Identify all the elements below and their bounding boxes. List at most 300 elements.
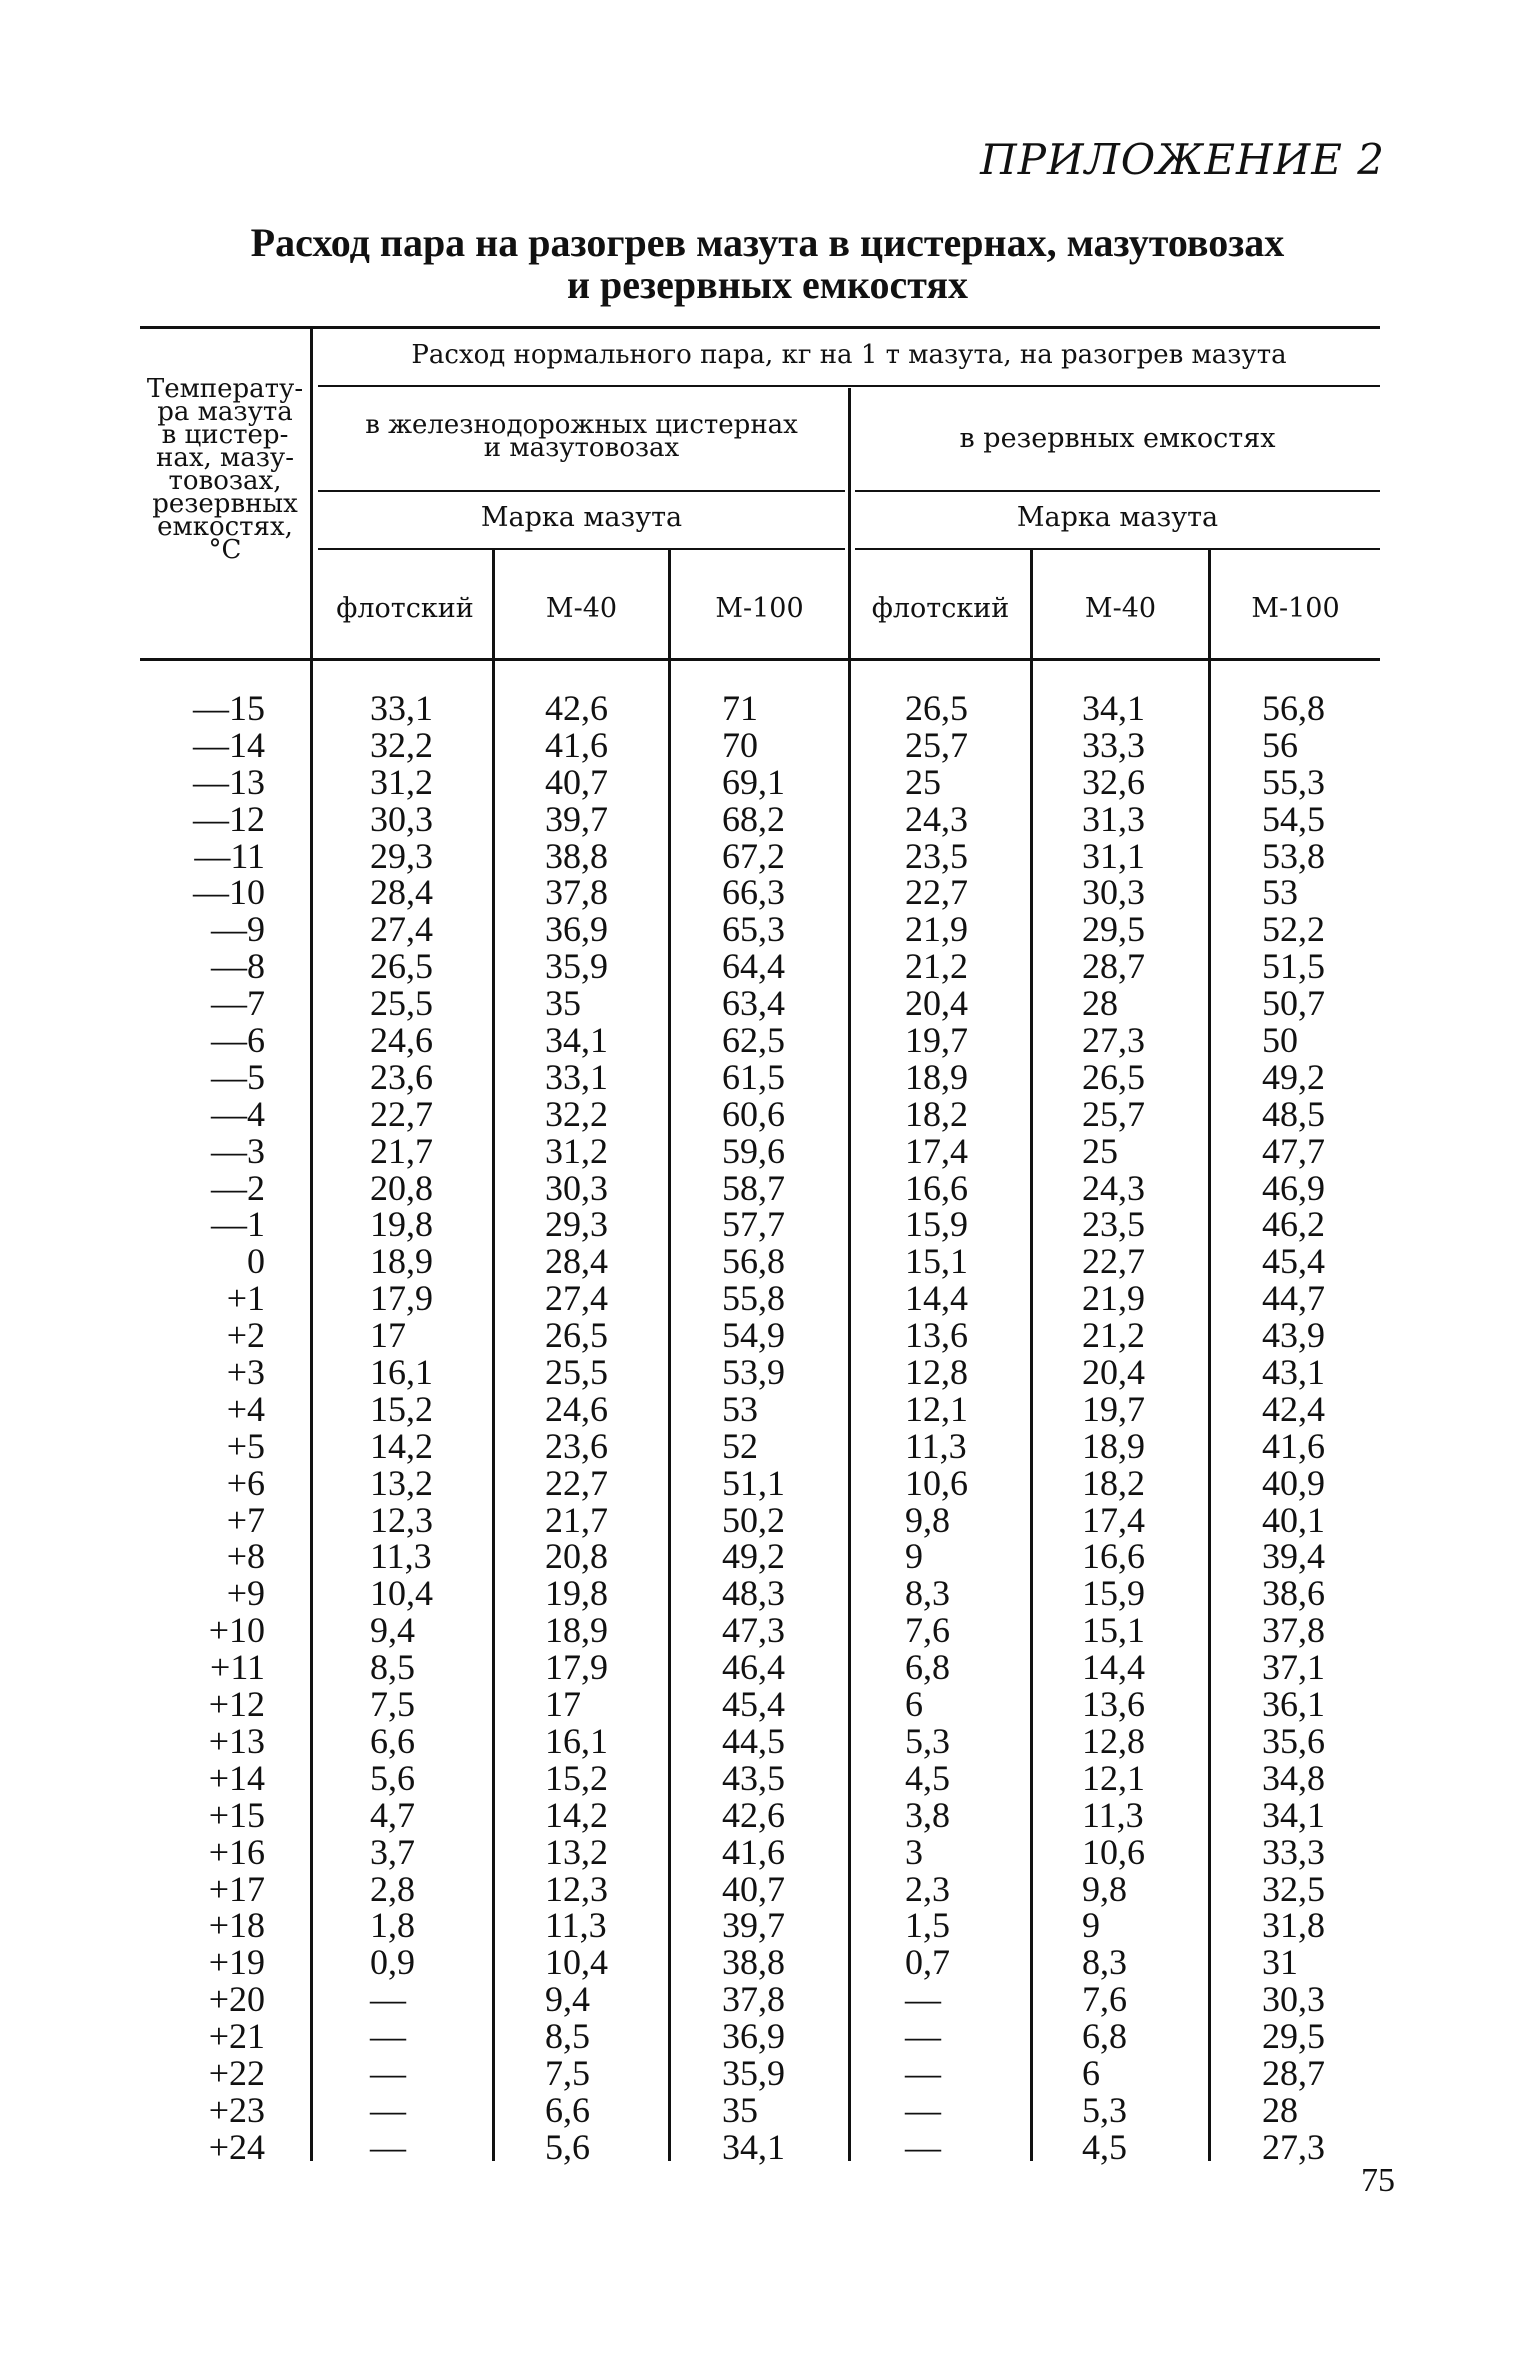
table-cell: 36,9 — [722, 2016, 785, 2057]
table-cell: +6 — [226, 1462, 265, 1503]
table-cell: —7 — [211, 983, 265, 1024]
table-cell: 56,8 — [1262, 688, 1325, 728]
reserve-grade-m100: М-100 — [1251, 593, 1340, 624]
table-cell: 53,9 — [722, 1352, 785, 1393]
table-cell: 10,6 — [905, 1462, 968, 1503]
table-cell: 3 — [905, 1831, 923, 1872]
table-cell: 0,7 — [905, 1942, 950, 1983]
table-cell: 15,2 — [370, 1388, 433, 1429]
table-cell: +12 — [208, 1684, 265, 1725]
table-cell: +17 — [208, 1868, 265, 1909]
table-cell: 29,5 — [1262, 2016, 1325, 2057]
table-cell: 13,6 — [905, 1315, 968, 1356]
page-number: 75 — [1361, 2162, 1395, 2199]
table-cell: 29,3 — [545, 1204, 608, 1245]
table-cell: +19 — [208, 1942, 265, 1983]
table-cell: 19,7 — [1082, 1388, 1145, 1429]
table-cell: 26,5 — [370, 946, 433, 987]
table-cell: — — [905, 2126, 941, 2167]
table-cell: 3,8 — [905, 1794, 950, 1835]
table-cell: 41,6 — [545, 724, 608, 765]
table-cell: 13,6 — [1082, 1684, 1145, 1725]
temperature-header-line: ра мазута — [157, 397, 293, 427]
table-cell: — — [905, 2089, 941, 2130]
table-cell: 14,4 — [1082, 1647, 1145, 1688]
table-cell: 35 — [722, 2089, 758, 2130]
table-cell: 48,3 — [722, 1573, 785, 1614]
table-cell: 35,9 — [545, 946, 608, 987]
table-cell: 6 — [905, 1684, 923, 1725]
reserve-flotsky-column — [905, 690, 968, 2166]
reserve-grade-m40: М-40 — [1084, 593, 1157, 624]
table-cell: 7,6 — [905, 1610, 950, 1651]
table-cell: 52 — [722, 1425, 758, 1466]
table-cell: 9,8 — [905, 1499, 950, 1540]
table-cell: 24,3 — [1082, 1167, 1145, 1208]
table-cell: 37,1 — [1262, 1647, 1325, 1688]
temperature-header-line: °С — [208, 535, 242, 565]
table-cell: 38,8 — [722, 1942, 785, 1983]
table-cell: 23,5 — [905, 835, 968, 876]
rail-grade-m100: М-100 — [715, 593, 804, 624]
table-cell: 33,1 — [370, 688, 433, 728]
table-cell: — — [370, 2089, 406, 2130]
table-cell: 58,7 — [722, 1167, 785, 1208]
table-cell: 12,3 — [370, 1499, 433, 1540]
table-cell: 13,2 — [545, 1831, 608, 1872]
steam-consumption-header: Расход нормального пара, кг на 1 т мазута, на разогрев мазута — [411, 340, 1287, 370]
table-cell: 6,8 — [1082, 2016, 1127, 2057]
table-cell: 27,4 — [370, 909, 433, 950]
grade-label-rail: Марка мазута — [480, 502, 683, 533]
rail-m40-column — [545, 690, 608, 2166]
table-cell: 23,6 — [545, 1425, 608, 1466]
table-cell: +15 — [208, 1794, 265, 1835]
table-cell: +1 — [226, 1278, 265, 1319]
rail-group-header — [318, 410, 845, 463]
table-cell: 32,5 — [1262, 1868, 1325, 1909]
table-cell: 24,6 — [370, 1020, 433, 1061]
table-cell: 34,1 — [1082, 688, 1145, 728]
table-cell: 19,7 — [905, 1020, 968, 1061]
table-cell: —15 — [193, 688, 265, 728]
table-cell: 30,3 — [545, 1167, 608, 1208]
table-cell: 5,3 — [1082, 2089, 1127, 2130]
table-cell: 66,3 — [722, 872, 785, 913]
table-cell: 56,8 — [722, 1241, 785, 1282]
table-cell: 71 — [722, 688, 758, 728]
table-cell: 16,1 — [545, 1720, 608, 1761]
table-cell: 48,5 — [1262, 1093, 1325, 1134]
table-cell: 16,6 — [905, 1167, 968, 1208]
table-cell: 50,2 — [722, 1499, 785, 1540]
table-cell: 31 — [1262, 1942, 1298, 1983]
rail-group-line: в железнодорожных цистернах — [365, 410, 798, 440]
table-cell: 40,9 — [1262, 1462, 1325, 1503]
temperature-header-line: Температу- — [146, 374, 304, 404]
table-cell: 51,5 — [1262, 946, 1325, 987]
table-cell: 7,6 — [1082, 1979, 1127, 2020]
table-cell: 31,1 — [1082, 835, 1145, 876]
table-cell: +22 — [208, 2052, 265, 2093]
table-cell: 1,5 — [905, 1905, 950, 1946]
table-cell: —2 — [211, 1167, 265, 1208]
table-cell: 32,2 — [370, 724, 433, 765]
table-cell: 50,7 — [1262, 983, 1325, 1024]
table-cell: 21,2 — [1082, 1315, 1145, 1356]
table-cell: 40,1 — [1262, 1499, 1325, 1540]
table-cell: 29,3 — [370, 835, 433, 876]
reserve-m40-column — [1082, 690, 1145, 2166]
table-cell: 8,3 — [905, 1573, 950, 1614]
table-cell: 54,5 — [1262, 798, 1325, 839]
table-cell: 43,5 — [722, 1757, 785, 1798]
table-cell: 31,2 — [545, 1130, 608, 1171]
reserve-group-header: в резервных емкостях — [959, 423, 1276, 454]
table-cell: 34,1 — [545, 1020, 608, 1061]
table-cell: 26,5 — [905, 688, 968, 728]
table-cell: 17,9 — [545, 1647, 608, 1688]
table-cell: 47,7 — [1262, 1130, 1325, 1171]
table-cell: 25,7 — [1082, 1093, 1145, 1134]
table-cell: 35,6 — [1262, 1720, 1325, 1761]
table-cell: 31,3 — [1082, 798, 1145, 839]
table-cell: 21,7 — [545, 1499, 608, 1540]
table-cell: 11,3 — [370, 1536, 432, 1577]
rail-m100-column — [722, 690, 785, 2166]
table-cell: 15,1 — [1082, 1610, 1145, 1651]
table-cell: 68,2 — [722, 798, 785, 839]
reserve-col-divider-1 — [1030, 550, 1033, 2161]
table-cell: 18,9 — [370, 1241, 433, 1282]
table-cell: 11,3 — [905, 1425, 967, 1466]
table-cell: 23,5 — [1082, 1204, 1145, 1245]
table-cell: 37,8 — [545, 872, 608, 913]
table-cell: 30,3 — [1262, 1979, 1325, 2020]
table-cell: 61,5 — [722, 1056, 785, 1097]
table-cell: 37,8 — [722, 1979, 785, 2020]
table-cell: 32,2 — [545, 1093, 608, 1134]
table-cell: 25 — [905, 761, 941, 802]
table-cell: 19,8 — [370, 1204, 433, 1245]
table-cell: 42,6 — [722, 1794, 785, 1835]
table-cell: 63,4 — [722, 983, 785, 1024]
table-cell: 17,4 — [1082, 1499, 1145, 1540]
table-cell: 32,6 — [1082, 761, 1145, 802]
table-cell: 6,8 — [905, 1647, 950, 1688]
table-title-line-2: и резервных емкостях — [566, 262, 969, 307]
rail-flotsky-column — [370, 690, 433, 2166]
table-cell: 8,5 — [370, 1647, 415, 1688]
table-cell: 13,2 — [370, 1462, 433, 1503]
table-cell: 41,6 — [1262, 1425, 1325, 1466]
table-cell: 40,7 — [722, 1868, 785, 1909]
table-cell: 28 — [1262, 2089, 1298, 2130]
rail-grade-flotsky: флотский — [336, 593, 474, 624]
table-cell: +8 — [226, 1536, 265, 1577]
table-cell: 17,4 — [905, 1130, 968, 1171]
table-cell: +7 — [226, 1499, 265, 1540]
table-cell: 17,9 — [370, 1278, 433, 1319]
reserve-col-divider-2 — [1208, 550, 1211, 2161]
temperature-header-line: резервных — [152, 489, 298, 519]
table-cell: 11,3 — [1082, 1794, 1144, 1835]
table-cell: 28,4 — [545, 1241, 608, 1282]
table-cell: 34,1 — [722, 2126, 785, 2167]
table-cell: 26,5 — [545, 1315, 608, 1356]
reserve-m100-column — [1262, 690, 1325, 2166]
table-cell: 49,2 — [1262, 1056, 1325, 1097]
header-bottom-rule — [140, 658, 1380, 661]
table-cell: —9 — [211, 909, 265, 950]
table-cell: 21,9 — [905, 909, 968, 950]
table-cell: 4,5 — [905, 1757, 950, 1798]
table-cell: 15,2 — [545, 1757, 608, 1798]
table-cell: 19,8 — [545, 1573, 608, 1614]
table-cell: 33,3 — [1262, 1831, 1325, 1872]
table-cell: 55,3 — [1262, 761, 1325, 802]
rail-col-divider-2 — [668, 550, 671, 2161]
table-cell: 28 — [1082, 983, 1118, 1024]
table-cell: 3,7 — [370, 1831, 415, 1872]
table-cell: 51,1 — [722, 1462, 785, 1503]
rail-group-line: и мазутовозах — [483, 433, 680, 463]
table-cell: —1 — [211, 1204, 265, 1245]
table-cell: +9 — [226, 1573, 265, 1614]
table-cell: 47,3 — [722, 1610, 785, 1651]
grade-label-reserve: Марка мазута — [1016, 502, 1219, 533]
table-cell: +3 — [226, 1352, 265, 1393]
table-cell: 18,2 — [1082, 1462, 1145, 1503]
reserve-grade-flotsky: флотский — [871, 593, 1010, 624]
table-cell: 30,3 — [370, 798, 433, 839]
table-cell: 10,6 — [1082, 1831, 1145, 1872]
table-cell: 2,8 — [370, 1868, 415, 1909]
table-cell: 38,6 — [1262, 1573, 1325, 1614]
table-cell: 5,6 — [545, 2126, 590, 2167]
table-cell: 36,1 — [1262, 1684, 1325, 1725]
table-cell: 53 — [722, 1388, 758, 1429]
table-cell: 5,3 — [905, 1720, 950, 1761]
table-cell: 34,8 — [1262, 1757, 1325, 1798]
table-cell: +16 — [208, 1831, 265, 1872]
table-cell: 43,1 — [1262, 1352, 1325, 1393]
table-cell: +4 — [226, 1388, 265, 1429]
table-cell: 24,3 — [905, 798, 968, 839]
table-cell: 35,9 — [722, 2052, 785, 2093]
table-cell: 65,3 — [722, 909, 785, 950]
table-cell: 54,9 — [722, 1315, 785, 1356]
rule-under-grade-rail — [318, 548, 845, 550]
table-cell: 28,7 — [1262, 2052, 1325, 2093]
table-cell: +11 — [210, 1647, 265, 1688]
table-cell: 24,6 — [545, 1388, 608, 1429]
table-cell: 15,9 — [905, 1204, 968, 1245]
table-cell: 36,9 — [545, 909, 608, 950]
rail-col-divider-1 — [492, 550, 495, 2161]
table-cell: 23,6 — [370, 1056, 433, 1097]
table-cell: —11 — [194, 835, 265, 876]
rule-under-groups-reserve — [855, 490, 1380, 492]
table-cell: 22,7 — [545, 1462, 608, 1503]
table-cell: +14 — [208, 1757, 265, 1798]
table-cell: — — [370, 2126, 406, 2167]
table-cell: 45,4 — [1262, 1241, 1325, 1282]
table-cell: 33,3 — [1082, 724, 1145, 765]
temperature-header — [140, 374, 310, 565]
table-cell: 53,8 — [1262, 835, 1325, 876]
rail-reserve-divider — [848, 388, 851, 2161]
table-cell: — — [370, 2052, 406, 2093]
table-cell: — — [370, 1979, 406, 2020]
table-cell: 17 — [370, 1315, 406, 1356]
table-cell: 42,4 — [1262, 1388, 1325, 1429]
table-cell: 50 — [1262, 1020, 1298, 1061]
table-cell: 59,6 — [722, 1130, 785, 1171]
table-cell: 21,7 — [370, 1130, 433, 1171]
table-cell: +5 — [226, 1425, 265, 1466]
table-cell: 44,5 — [722, 1720, 785, 1761]
table-cell: —4 — [211, 1093, 265, 1134]
table-cell: —6 — [211, 1020, 265, 1061]
table-cell: 64,4 — [722, 946, 785, 987]
table-cell: 12,8 — [1082, 1720, 1145, 1761]
table-cell: 27,3 — [1262, 2126, 1325, 2167]
temperature-header-line: нах, мазу- — [155, 443, 294, 473]
table-cell: 12,3 — [545, 1868, 608, 1909]
table-cell: 20,4 — [905, 983, 968, 1024]
table-cell: 14,2 — [370, 1425, 433, 1466]
table-cell: 37,8 — [1262, 1610, 1325, 1651]
table-cell: 20,8 — [545, 1536, 608, 1577]
temperature-header-line: товозах, — [168, 466, 282, 496]
table-cell: 25,7 — [905, 724, 968, 765]
table-cell: 18,2 — [905, 1093, 968, 1134]
table-cell: 0,9 — [370, 1942, 415, 1983]
table-cell: —5 — [211, 1056, 265, 1097]
table-cell: 21,2 — [905, 946, 968, 987]
table-cell: 60,6 — [722, 1093, 785, 1134]
table-cell: +21 — [208, 2016, 265, 2057]
temperature-header-line: в цистер- — [161, 420, 289, 450]
table-cell: 7,5 — [545, 2052, 590, 2093]
table-cell: 28,7 — [1082, 946, 1145, 987]
table-cell: +13 — [208, 1720, 265, 1761]
temperature-column — [75, 690, 265, 2166]
table-cell: 27,4 — [545, 1278, 608, 1319]
table-cell: 43,9 — [1262, 1315, 1325, 1356]
table-cell: 22,7 — [370, 1093, 433, 1134]
table-cell: 27,3 — [1082, 1020, 1145, 1061]
table-cell: 15,1 — [905, 1241, 968, 1282]
table-cell: 16,1 — [370, 1352, 433, 1393]
table-cell: 11,3 — [545, 1905, 607, 1946]
table-cell: 42,6 — [545, 688, 608, 728]
table-cell: 35 — [545, 983, 581, 1024]
table-cell: 9 — [1082, 1905, 1100, 1946]
table-cell: +2 — [226, 1315, 265, 1356]
table-cell: 7,5 — [370, 1684, 415, 1725]
table-cell: +24 — [208, 2126, 265, 2167]
table-cell: 20,8 — [370, 1167, 433, 1208]
table-cell: 4,5 — [1082, 2126, 1127, 2167]
table-cell: 0 — [247, 1241, 265, 1282]
table-cell: 6,6 — [370, 1720, 415, 1761]
table-cell: 67,2 — [722, 835, 785, 876]
table-cell: 2,3 — [905, 1868, 950, 1909]
rail-grade-m40: М-40 — [545, 593, 618, 624]
table-cell: 4,7 — [370, 1794, 415, 1835]
appendix-label: ПРИЛОЖЕНИЕ 2 — [980, 135, 1385, 184]
table-cell: 52,2 — [1262, 909, 1325, 950]
table-cell: 9,8 — [1082, 1868, 1127, 1909]
table-cell: 25,5 — [370, 983, 433, 1024]
table-cell: 28,4 — [370, 872, 433, 913]
table-cell: 44,7 — [1262, 1278, 1325, 1319]
table-cell: +10 — [208, 1610, 265, 1651]
table-cell: 39,4 — [1262, 1536, 1325, 1577]
table-cell: 39,7 — [722, 1905, 785, 1946]
table-cell: 30,3 — [1082, 872, 1145, 913]
table-cell: 70 — [722, 724, 758, 765]
table-cell: 8,5 — [545, 2016, 590, 2057]
temp-column-divider — [310, 326, 313, 2161]
table-cell: 1,8 — [370, 1905, 415, 1946]
table-cell: 18,9 — [905, 1056, 968, 1097]
table-cell: 25 — [1082, 1130, 1118, 1171]
table-cell: 46,9 — [1262, 1167, 1325, 1208]
rule-under-consumption — [318, 385, 1380, 387]
table-cell: 55,8 — [722, 1278, 785, 1319]
table-cell: 33,1 — [545, 1056, 608, 1097]
table-cell: 41,6 — [722, 1831, 785, 1872]
table-cell: 69,1 — [722, 761, 785, 802]
table-cell: 21,9 — [1082, 1278, 1145, 1319]
table-cell: 46,4 — [722, 1647, 785, 1688]
rule-under-grade-reserve — [855, 548, 1380, 550]
table-cell: 45,4 — [722, 1684, 785, 1725]
table-cell: 38,8 — [545, 835, 608, 876]
table-cell: 5,6 — [370, 1757, 415, 1798]
table-cell: —12 — [193, 798, 265, 839]
table-cell: 15,9 — [1082, 1573, 1145, 1614]
table-cell: 40,7 — [545, 761, 608, 802]
table-cell: +23 — [208, 2089, 265, 2130]
table-cell: 22,7 — [1082, 1241, 1145, 1282]
table-cell: —8 — [211, 946, 265, 987]
table-cell: —3 — [211, 1130, 265, 1171]
table-cell: 31,2 — [370, 761, 433, 802]
table-cell: 14,4 — [905, 1278, 968, 1319]
table-cell: — — [905, 2016, 941, 2057]
table-cell: 46,2 — [1262, 1204, 1325, 1245]
table-cell: 10,4 — [370, 1573, 433, 1614]
rule-under-groups-rail — [318, 490, 845, 492]
table-cell: 12,1 — [1082, 1757, 1145, 1798]
table-cell: 12,1 — [905, 1388, 968, 1429]
table-cell: 9 — [905, 1536, 923, 1577]
table-cell: 22,7 — [905, 872, 968, 913]
table-cell: 14,2 — [545, 1794, 608, 1835]
table-cell: 17 — [545, 1684, 581, 1725]
table-cell: 56 — [1262, 724, 1298, 765]
table-cell: 9,4 — [370, 1610, 415, 1651]
table-cell: —13 — [193, 761, 265, 802]
table-cell: 39,7 — [545, 798, 608, 839]
table-title-line-1: Расход пара на разогрев мазута в цистернах, мазутовозах — [250, 220, 1285, 265]
table-cell: 34,1 — [1262, 1794, 1325, 1835]
table-cell: 6,6 — [545, 2089, 590, 2130]
